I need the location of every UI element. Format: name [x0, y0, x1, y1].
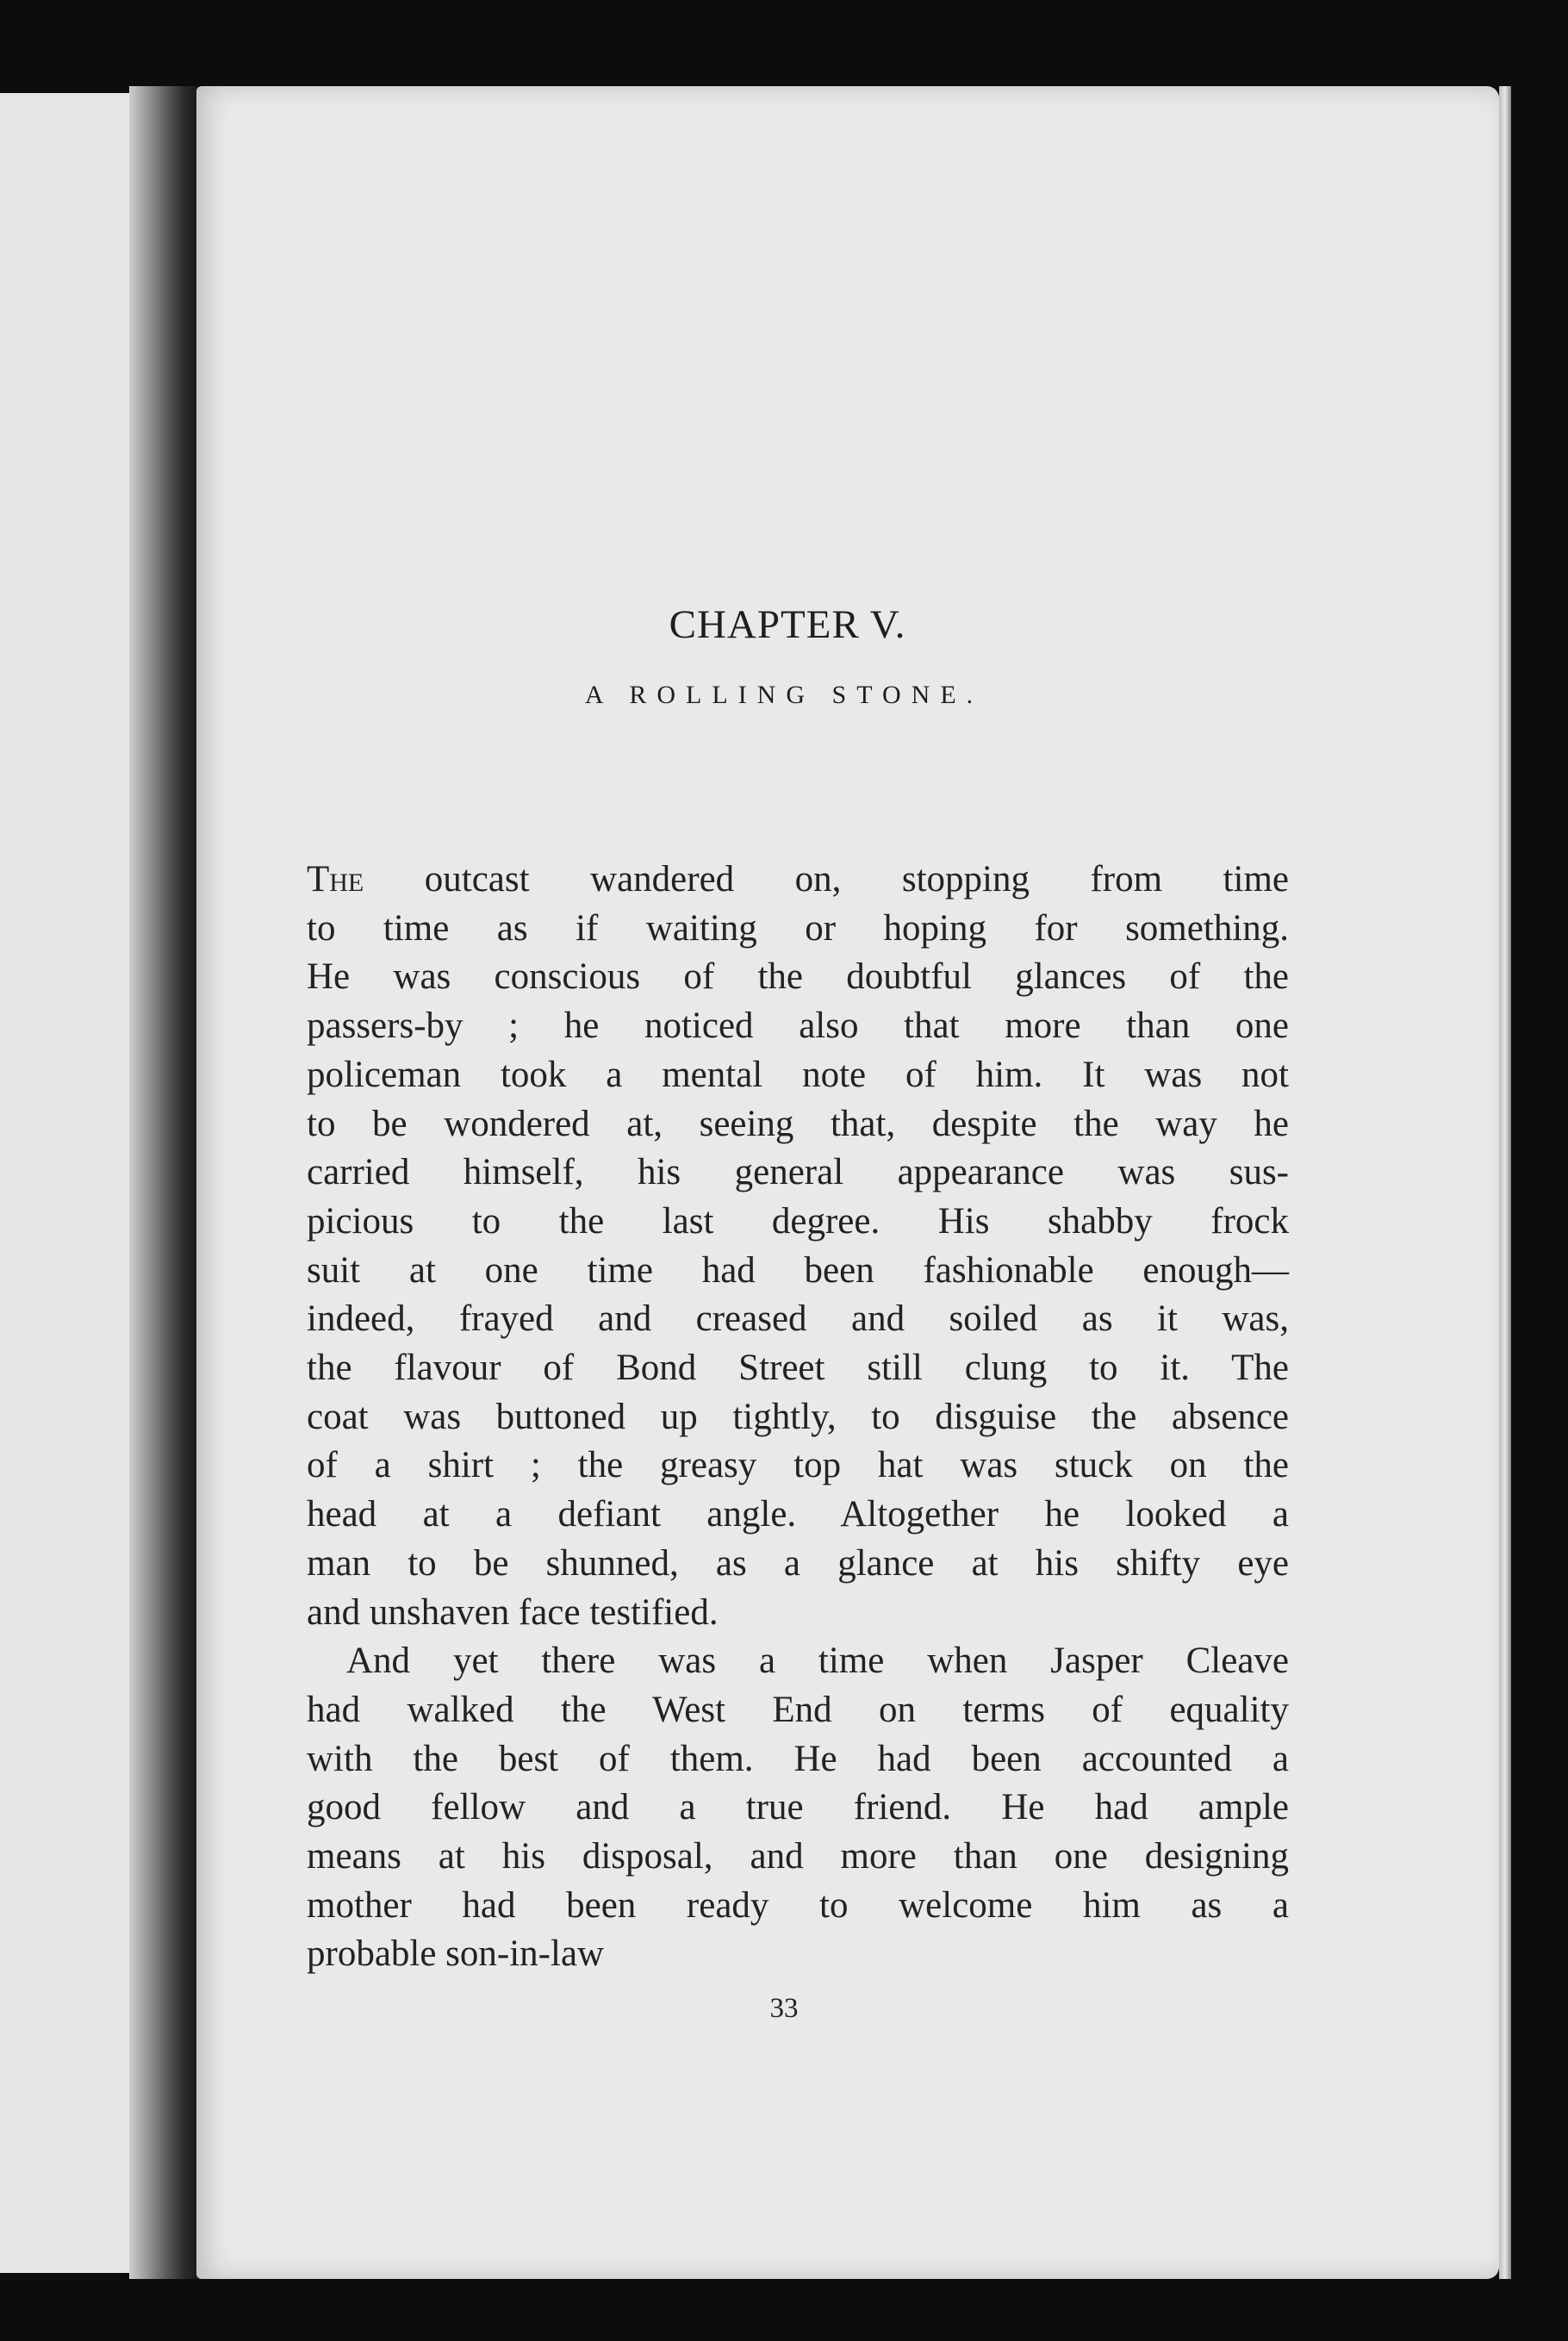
text-line: the flavour of Bond Street still clung to it. The: [307, 1348, 1289, 1389]
chapter-subtitle: A ROLLING STONE.: [584, 681, 984, 709]
text-line: policeman took a mental note of him. It was not: [307, 1054, 1289, 1095]
text-line: passers-by ; he noticed also that more than one: [307, 1006, 1289, 1047]
text-line: And yet there was a time when Jasper Cleave: [346, 1641, 1289, 1682]
text-line: picious to the last degree. His shabby frock: [307, 1200, 1289, 1242]
book-gutter: [129, 86, 198, 2279]
text-line: mother had been ready to welcome him as a: [307, 1884, 1289, 1926]
text-line: to be wondered at, seeing that, despite the way he: [307, 1103, 1289, 1144]
body-text: [307, 856, 1289, 1979]
text-line: and unshaven face testified.: [307, 1591, 719, 1633]
text-line: with the best of them. He had been accounted a: [307, 1738, 1289, 1779]
text-line: coat was buttoned up tightly, to disguise the absence: [307, 1396, 1289, 1437]
text-line: He was conscious of the doubtful glances of the: [307, 956, 1289, 998]
text-line: indeed, frayed and creased and soiled as it was,: [307, 1298, 1289, 1340]
text-line: had walked the West End on terms of equality: [307, 1689, 1289, 1730]
text-line: suit at one time had been fashionable enough—: [307, 1249, 1289, 1291]
text-line: means at his disposal, and more than one designing: [307, 1836, 1289, 1877]
text-line: of a shirt ; the greasy top hat was stuck on the: [307, 1445, 1289, 1486]
text-line: good fellow and a true friend. He had ample: [307, 1787, 1289, 1828]
chapter-title: CHAPTER V.: [669, 602, 906, 647]
text-line: probable son-in-law: [307, 1933, 605, 1975]
page-number: 33: [769, 1993, 799, 2024]
text-line: man to be shunned, as a glance at his shifty eye: [307, 1542, 1289, 1584]
text-line: to time as if waiting or hoping for something.: [307, 907, 1289, 949]
page-edge: [1499, 86, 1511, 2279]
text-line: The outcast wandered on, stopping from time: [307, 859, 1289, 900]
previous-page-edge: [0, 93, 129, 2273]
opening-word: The: [307, 859, 364, 900]
text-line: carried himself, his general appearance was sus-: [307, 1152, 1289, 1193]
text-line: head at a defiant angle. Altogether he looked a: [307, 1494, 1289, 1535]
